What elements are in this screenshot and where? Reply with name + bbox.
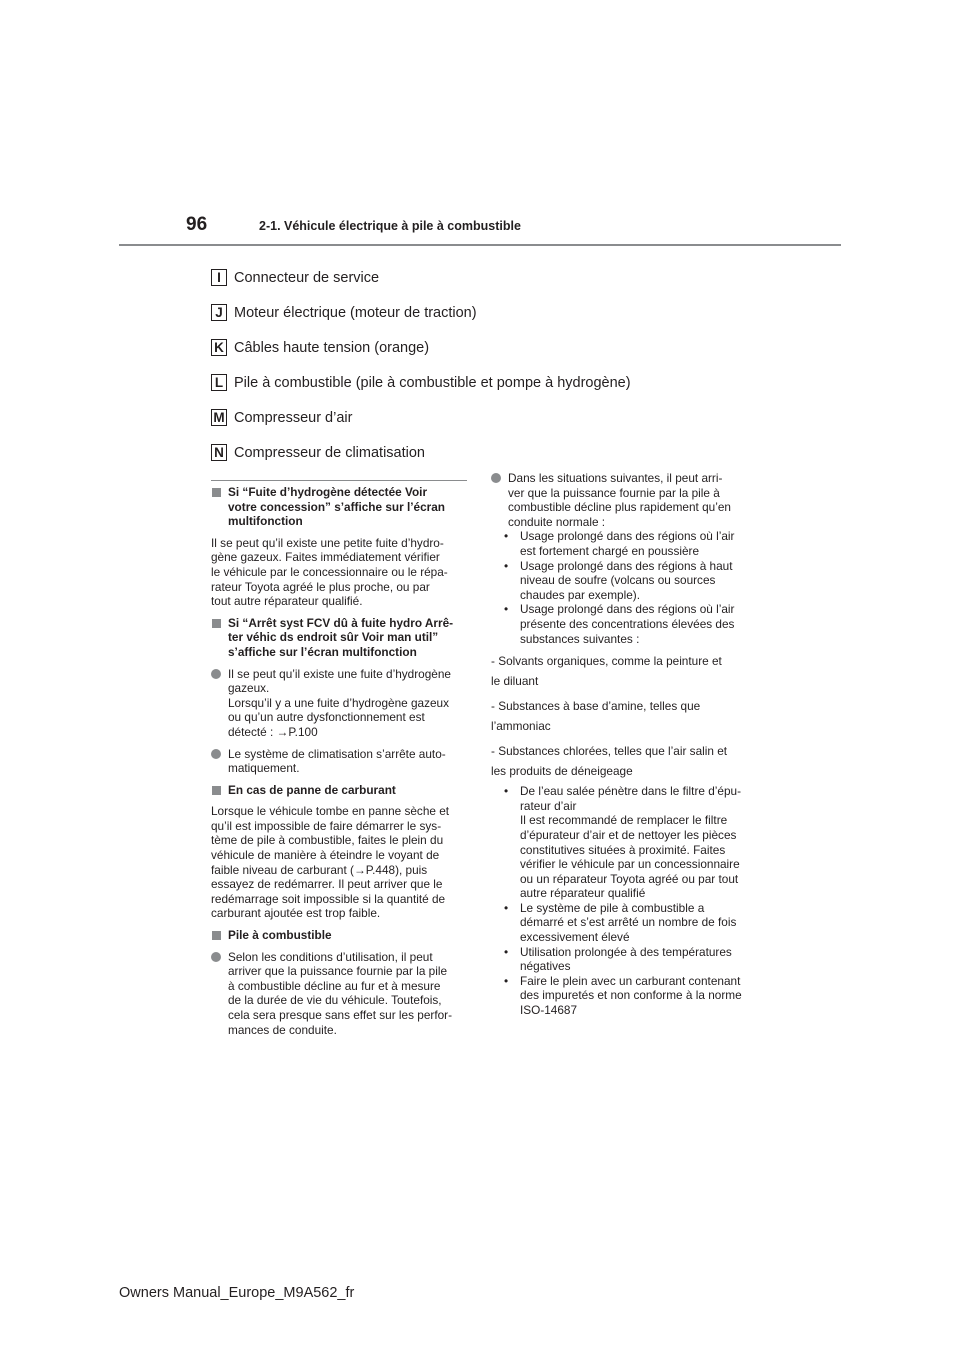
text-line: - Solvants organiques, comme la peinture et (491, 654, 722, 669)
text-line: Il se peut qu’il existe une fuite d’hydrogène (228, 666, 451, 681)
legend-text: Connecteur de service (234, 269, 380, 286)
legend-item (211, 400, 631, 435)
dash-item (491, 741, 751, 781)
text-line: gazeux. (228, 681, 270, 696)
bullet-dot (211, 749, 221, 759)
text-line: carburant ajoutée est trop faible. (211, 906, 381, 921)
list-item (491, 559, 751, 603)
list-item (491, 974, 751, 1018)
legend-key: M (211, 409, 227, 426)
text-line: véhicule de manière à éteindre le voyant de (211, 848, 440, 863)
text-line: Lorsqu’il y a une fuite d’hydrogène gazeux (228, 695, 450, 710)
page-number: 96 (186, 214, 208, 235)
list-item (491, 602, 751, 646)
left-column (211, 485, 467, 1044)
section-title: 2-1. Véhicule électrique à pile à combustible (259, 219, 521, 233)
heading-fcv-stop (211, 616, 467, 660)
text-line: les produits de déneigeage (491, 764, 633, 779)
list-bullet: • (504, 529, 509, 544)
text-line: de la durée de vie du véhicule. Toutefois, (228, 993, 442, 1008)
text-line: négatives (520, 959, 571, 974)
legend-item (211, 260, 631, 295)
text-line: des impuretés et non conforme à la norme (520, 988, 742, 1003)
text-line: De l’eau salée pénètre dans le filtre d’épu- (520, 784, 742, 799)
list-bullet: • (504, 558, 509, 573)
legend-text: Câbles haute tension (orange) (234, 339, 430, 356)
header-rule (119, 244, 841, 246)
text-line: vérifier le véhicule par un concessionnaire (520, 857, 740, 872)
list-item (491, 901, 751, 945)
text-line: d’épurateur d’air et de nettoyer les pièces (520, 827, 737, 842)
text-line: conduite normale : (508, 514, 606, 529)
dash-item (491, 651, 751, 691)
text-line: essayez de redémarrer. Il peut arriver que le (211, 877, 443, 892)
text-line: matiquement. (228, 761, 300, 776)
text-line: le véhicule par le concessionnaire ou le répa- (211, 564, 448, 579)
column-divider (211, 480, 467, 481)
text-line: présente des concentrations élevées des (520, 616, 735, 631)
legend-text: Compresseur de climatisation (234, 444, 425, 461)
legend-key: K (211, 339, 227, 356)
bullet-air-conditioning (211, 747, 467, 776)
text-line: démarré et s’est arrêté un nombre de fois (520, 915, 737, 930)
text-line: faible niveau de carburant (→P.448), puis (211, 862, 428, 877)
legend-text: Moteur électrique (moteur de traction) (234, 304, 477, 321)
legend-key: N (211, 444, 227, 461)
text-line: ver que la puissance fournie par la pile à (508, 485, 720, 500)
list-item (491, 784, 751, 901)
legend-item (211, 295, 631, 330)
text-line: ter véhic ds endroit sûr Voir man util” (228, 630, 439, 645)
text-line: combustible décline plus rapidement qu’en (508, 500, 731, 515)
list-bullet: • (504, 900, 509, 915)
text-line: excessivement élevé (520, 930, 630, 945)
text-line: cela sera presque sans effet sur les perfor- (228, 1008, 453, 1022)
paragraph-fuel-out (211, 804, 467, 921)
text-line: multifonction (228, 514, 303, 529)
text-line: Il se peut qu’il existe une petite fuite d’hydro- (211, 535, 444, 550)
right-column (491, 471, 751, 1018)
text-line: est fortement chargé en poussière (520, 543, 700, 558)
bullet-dot (491, 473, 501, 483)
text-line: ISO-14687 (520, 1003, 578, 1018)
text-line: redémarrage soit impossible si la quantité de (211, 891, 446, 906)
text-line: Le système de climatisation s’arrête auto- (228, 746, 446, 761)
legend-key: L (211, 374, 227, 391)
text-line: à combustible décline au fur et à mesure (228, 978, 441, 993)
text-line: tout autre réparateur qualifié. (211, 594, 363, 609)
list-item (491, 945, 751, 974)
text-line: s’affiche sur l’écran multifonction (228, 644, 417, 659)
text-line: - Substances chlorées, telles que l’air salin et (491, 744, 728, 759)
text-line: Il est recommandé de remplacer le filtre (520, 813, 728, 828)
legend-text: Compresseur d’air (234, 409, 353, 426)
text-line: gène gazeux. Faites immédiatement vérifier (211, 550, 440, 565)
text-line: rateur d’air (520, 798, 577, 813)
text-line: constitutives situées à proximité. Faites (520, 842, 726, 857)
text-line: détecté : →P.100 (228, 724, 318, 739)
text-line: chaudes par exemple). (520, 587, 641, 602)
bullet-fuel-cell-decline (211, 950, 467, 1038)
heading-fuel-out (211, 783, 467, 798)
text-line: ou un réparateur Toyota agréé ou par tout (520, 871, 739, 886)
text-line: Le système de pile à combustible a (520, 900, 705, 915)
legend-item (211, 435, 631, 470)
text-line: Si “Fuite d’hydrogène détectée Voir (228, 485, 428, 499)
heading-hydrogen-leak (211, 485, 467, 529)
list-item (491, 529, 751, 558)
text-line: - Substances à base d’amine, telles que (491, 699, 701, 714)
component-legend (211, 260, 631, 470)
text-line: Selon les conditions d’utilisation, il peut (228, 949, 433, 964)
legend-key: I (211, 269, 227, 286)
bullet-dot (211, 952, 221, 962)
text-line: qu’il est impossible de faire démarrer le sys- (211, 818, 442, 833)
footer-manual-id: Owners Manual_Europe_M9A562_fr (119, 1285, 355, 1301)
list-bullet: • (504, 602, 509, 617)
text-line: rateur Toyota agréé le plus proche, ou par (211, 579, 430, 594)
text-line: Pile à combustible (228, 928, 332, 943)
legend-text: Pile à combustible (pile à combustible et pompe à hydrogène) (234, 374, 631, 391)
legend-item (211, 365, 631, 400)
text-line: Usage prolongé dans des régions à haut (520, 558, 733, 573)
text-line: niveau de soufre (volcans ou sources (520, 573, 716, 588)
text-line: Utilisation prolongée à des températures (520, 944, 732, 959)
text-line: Usage prolongé dans des régions où l’air (520, 602, 735, 617)
text-line: tème de pile à combustible, faites le plein du (211, 833, 444, 848)
text-line: mances de conduite. (228, 1022, 337, 1037)
paragraph-hydrogen-leak (211, 536, 467, 609)
list-bullet: • (504, 973, 509, 988)
text-line: votre concession” s’affiche sur l’écran (228, 499, 446, 514)
bullet-fuel-cell-situations (491, 471, 751, 529)
text-line: autre réparateur qualifié (520, 886, 646, 901)
text-line: l’ammoniac (491, 719, 551, 734)
dash-item (491, 696, 751, 736)
text-line: Si “Arrêt syst FCV dû à fuite hydro Arrê- (228, 615, 454, 630)
text-line: Dans les situations suivantes, il peut arri- (508, 471, 723, 485)
list-bullet: • (504, 944, 509, 959)
legend-item (211, 330, 631, 365)
text-line: Usage prolongé dans des régions où l’air (520, 529, 735, 544)
text-line: le diluant (491, 674, 539, 689)
text-line: arriver que la puissance fournie par la pile (228, 964, 448, 979)
bullet-dot (211, 669, 221, 679)
list-bullet: • (504, 784, 509, 799)
text-line: substances suivantes : (520, 631, 640, 646)
bullet-hydrogen-leak (211, 667, 467, 740)
text-line: En cas de panne de carburant (228, 782, 396, 797)
legend-key: J (211, 304, 227, 321)
text-line: ou qu’un autre dysfonctionnement est (228, 710, 425, 725)
heading-fuel-cell (211, 928, 467, 943)
text-line: Lorsque le véhicule tombe en panne sèche et (211, 804, 450, 819)
text-line: Faire le plein avec un carburant contenant (520, 973, 741, 988)
